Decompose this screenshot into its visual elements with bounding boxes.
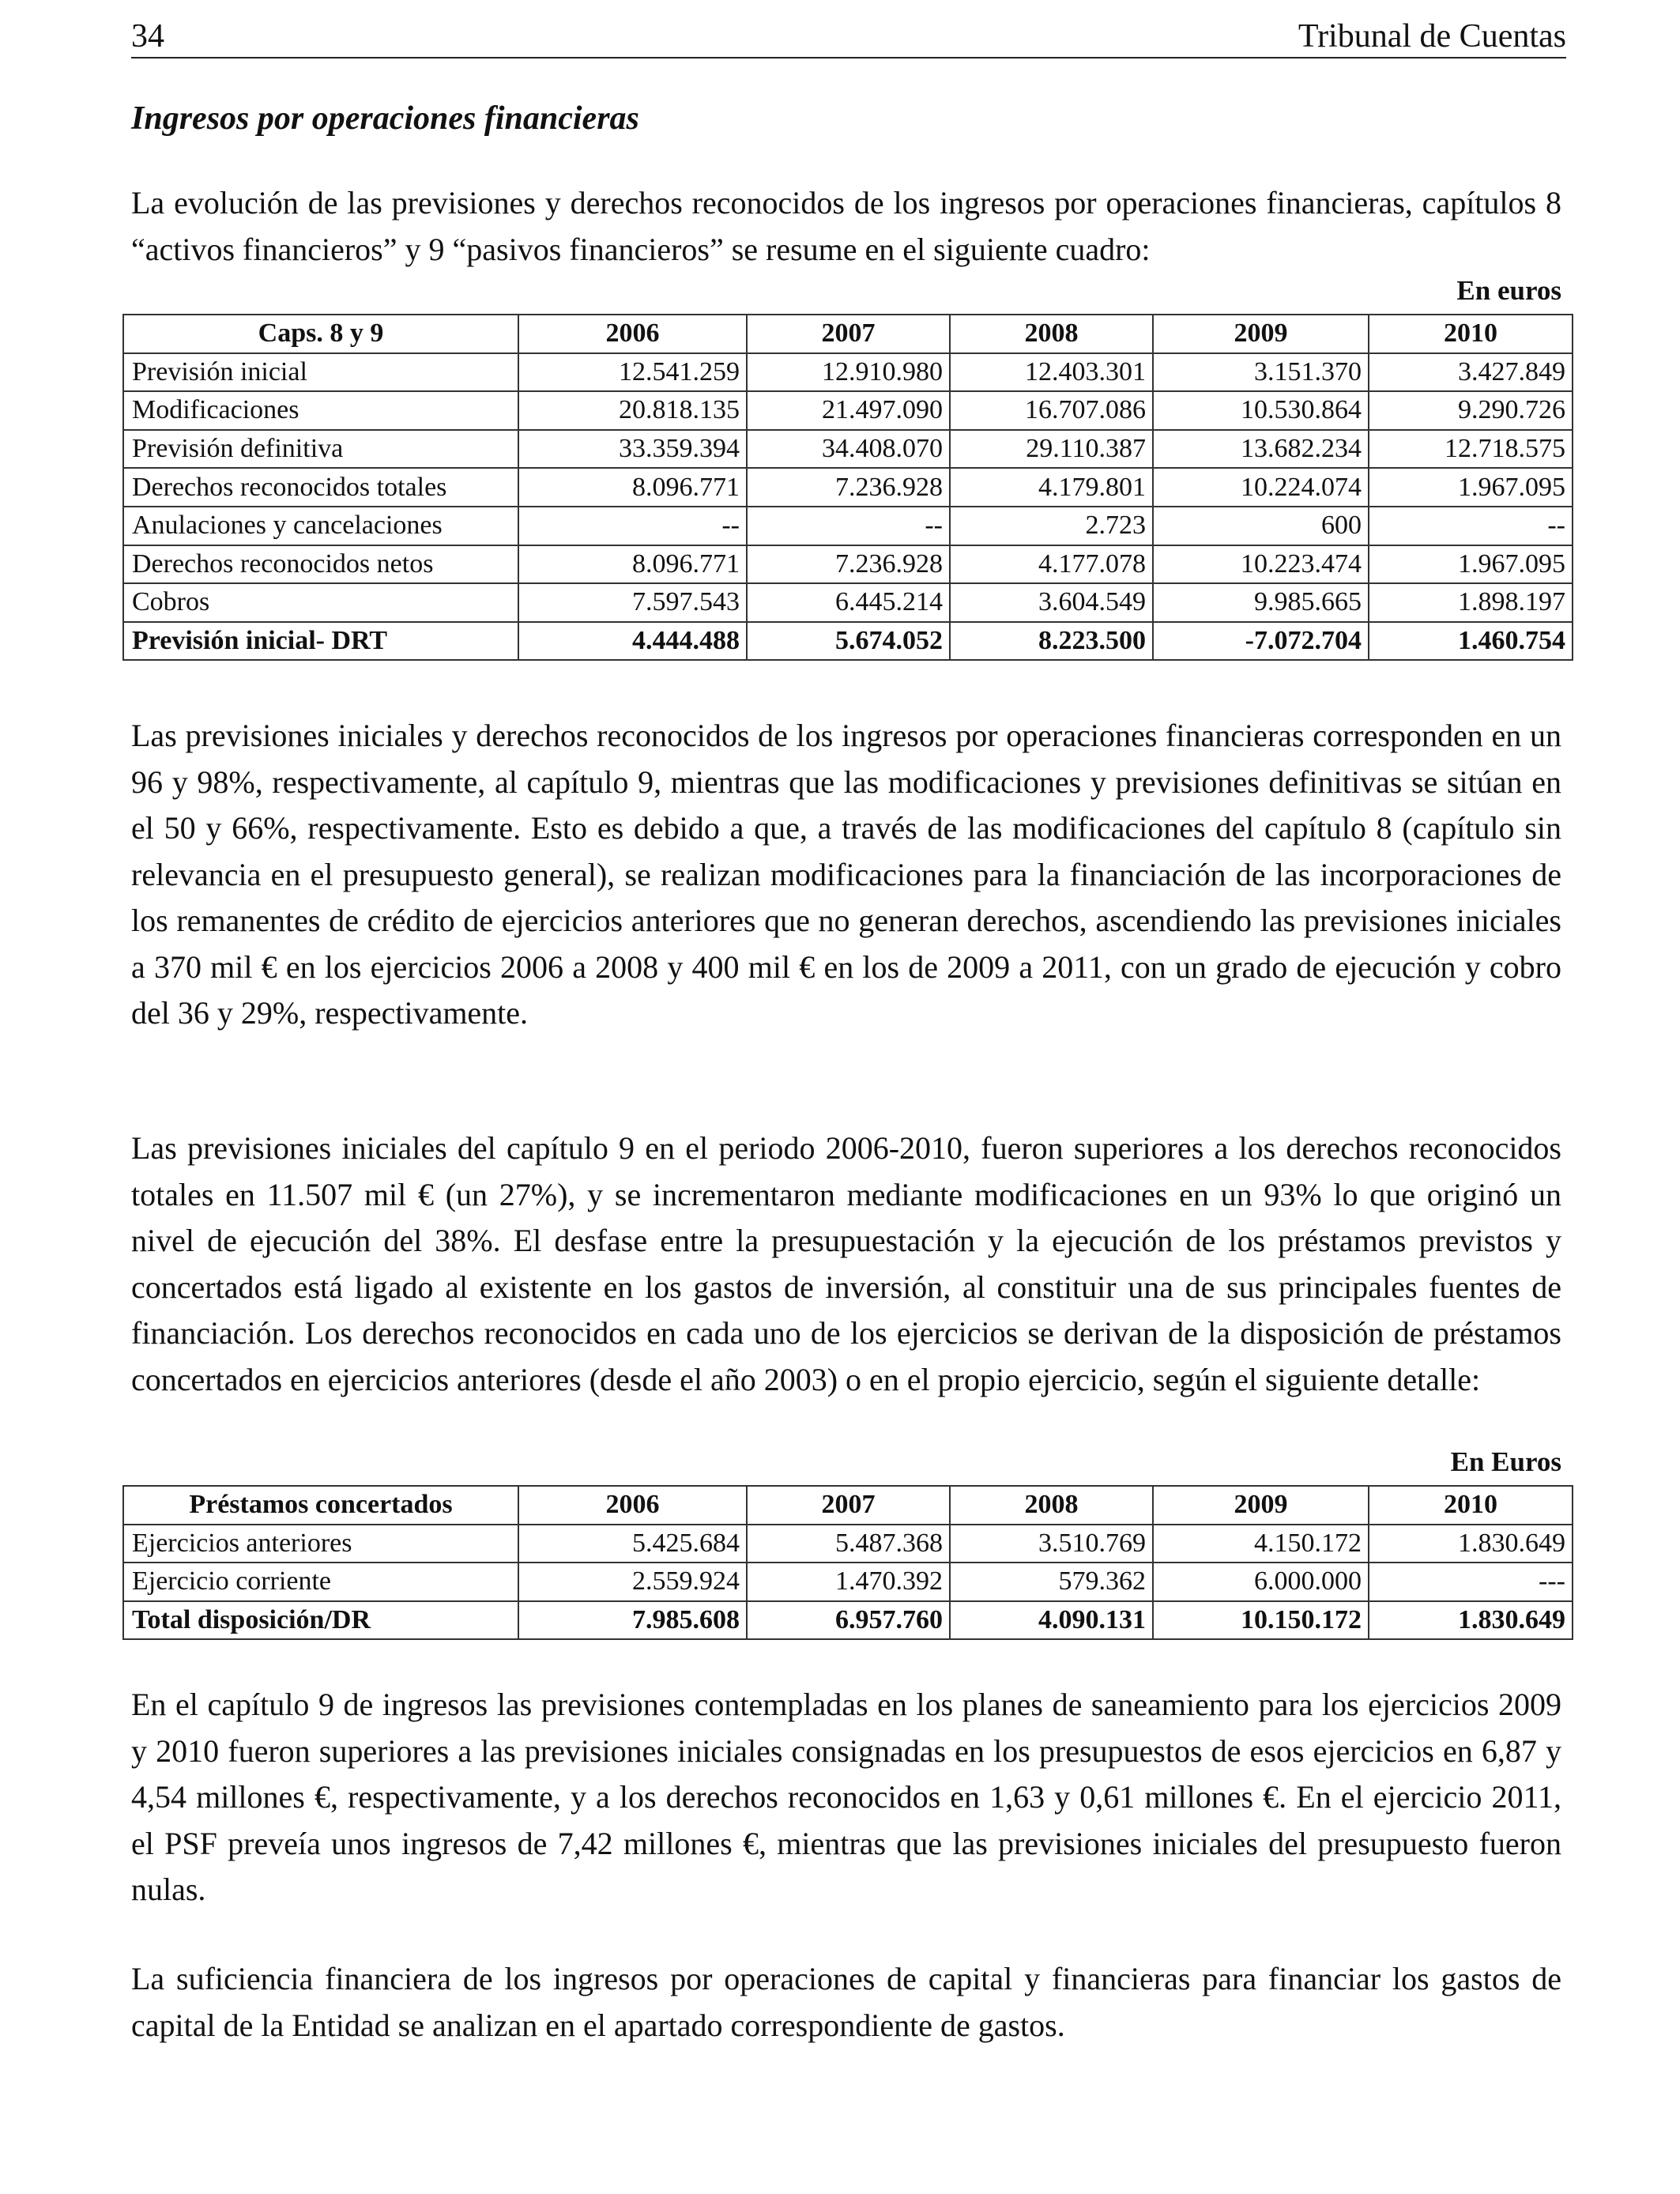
table2-unit-label: En Euros <box>1450 1446 1561 1477</box>
table-header-cell: Préstamos concertados <box>123 1486 518 1525</box>
table-cell: 9.985.665 <box>1153 583 1369 622</box>
table-cell: 8.223.500 <box>950 622 1153 661</box>
table-cell: 2.723 <box>950 507 1153 545</box>
table-loans <box>122 1485 1573 1640</box>
table-cell: 7.985.608 <box>518 1601 747 1640</box>
table-row <box>123 391 1573 430</box>
table-header-cell: 2008 <box>950 315 1153 353</box>
table-total-row <box>123 622 1573 661</box>
section-title: Ingresos por operaciones financieras <box>131 100 639 137</box>
table-cell: 1.470.392 <box>747 1563 950 1601</box>
table-cell: 1.830.649 <box>1369 1525 1573 1563</box>
table-cell: 12.541.259 <box>518 353 747 392</box>
table-cell: Derechos reconocidos netos <box>123 545 518 584</box>
table-cell: 10.224.074 <box>1153 468 1369 507</box>
table-cell: 1.967.095 <box>1369 468 1573 507</box>
table-cell: Modificaciones <box>123 391 518 430</box>
table-cell: 6.957.760 <box>747 1601 950 1640</box>
table-row <box>123 1525 1573 1563</box>
table-cell: 7.597.543 <box>518 583 747 622</box>
table-cell: 6.445.214 <box>747 583 950 622</box>
table-header-cell: 2008 <box>950 1486 1153 1525</box>
table-financial-operations <box>122 314 1573 661</box>
table-cell: 5.487.368 <box>747 1525 950 1563</box>
paragraph-4: En el capítulo 9 de ingresos las previsiones contempladas en los planes de saneamiento para los ejercicios 2009 y 2010 fueron superiores a las previsiones iniciales consignadas en los presupuestos de esos ejercicios en 6,87 y 4,54 millones €, respectivamente, y a los derechos reconocidos en 1,63 y 0,61 millones €. En el ejercicio 2011, el PSF preveía unos ingresos de 7,42 millones €, mientras que las previsiones iniciales del presupuesto fueron nulas. <box>131 1687 1561 1907</box>
table-cell: 9.290.726 <box>1369 391 1573 430</box>
table-row <box>123 430 1573 469</box>
table-cell: 1.460.754 <box>1369 622 1573 661</box>
table-cell: Ejercicios anteriores <box>123 1525 518 1563</box>
table-cell: 12.910.980 <box>747 353 950 392</box>
table-cell: 579.362 <box>950 1563 1153 1601</box>
table-cell: 2.559.924 <box>518 1563 747 1601</box>
table-cell: 1.967.095 <box>1369 545 1573 584</box>
table-cell: 4.179.801 <box>950 468 1153 507</box>
table-header-cell: 2007 <box>747 315 950 353</box>
table-cell: Derechos reconocidos totales <box>123 468 518 507</box>
paragraph-2: Las previsiones iniciales y derechos reconocidos de los ingresos por operaciones financieras corresponden en un 96 y 98%, respectivamente, al capítulo 9, mientras que las modificaciones y previsiones definitivas se sitúan en el 50 y 66%, respectivamente. Esto es debido a que, a través de las modificaciones del capítulo 8 (capítulo sin relevancia en el presupuesto general), se realizan modificaciones para la financiación de las incorporaciones de los remanentes de crédito de ejercicios anteriores que no generan derechos, ascendiendo las previsiones iniciales a 370 mil € en los ejercicios 2006 a 2008 y 400 mil € en los de 2009 a 2011, con un grado de ejecución y cobro del 36 y 29%, respectivamente. <box>131 718 1561 1031</box>
table-cell: Total disposición/DR <box>123 1601 518 1640</box>
table-header-cell: 2006 <box>518 1486 747 1525</box>
table-cell: 600 <box>1153 507 1369 545</box>
table-cell: 5.674.052 <box>747 622 950 661</box>
table-cell: Ejercicio corriente <box>123 1563 518 1601</box>
table-cell: 12.718.575 <box>1369 430 1573 469</box>
table-cell: 1.830.649 <box>1369 1601 1573 1640</box>
table-cell: 5.425.684 <box>518 1525 747 1563</box>
table-cell: 1.898.197 <box>1369 583 1573 622</box>
table-cell: 21.497.090 <box>747 391 950 430</box>
table-cell: -- <box>1369 507 1573 545</box>
table-header-row <box>123 315 1573 353</box>
table-cell: 12.403.301 <box>950 353 1153 392</box>
table-cell: 3.427.849 <box>1369 353 1573 392</box>
table-row <box>123 583 1573 622</box>
table-cell: 33.359.394 <box>518 430 747 469</box>
table-cell: 4.177.078 <box>950 545 1153 584</box>
table-header-cell: 2007 <box>747 1486 950 1525</box>
table-row <box>123 468 1573 507</box>
table-header-cell: Caps. 8 y 9 <box>123 315 518 353</box>
table-cell: Anulaciones y cancelaciones <box>123 507 518 545</box>
table-cell: 4.150.172 <box>1153 1525 1369 1563</box>
table-cell: 20.818.135 <box>518 391 747 430</box>
table-cell: 3.510.769 <box>950 1525 1153 1563</box>
table-cell: 7.236.928 <box>747 468 950 507</box>
table-cell: Cobros <box>123 583 518 622</box>
page-header <box>131 17 1566 58</box>
table-cell: 3.604.549 <box>950 583 1153 622</box>
table-header-cell: 2009 <box>1153 1486 1369 1525</box>
table-header-cell: 2010 <box>1369 1486 1573 1525</box>
table-cell: -7.072.704 <box>1153 622 1369 661</box>
table-header-row <box>123 1486 1573 1525</box>
table-row <box>123 545 1573 584</box>
table-row <box>123 1563 1573 1601</box>
table-header-cell: 2010 <box>1369 315 1573 353</box>
table-cell: 34.408.070 <box>747 430 950 469</box>
table-cell: 8.096.771 <box>518 545 747 584</box>
table-cell: 4.444.488 <box>518 622 747 661</box>
table-header-cell: 2006 <box>518 315 747 353</box>
table-row <box>123 507 1573 545</box>
table-cell: Previsión definitiva <box>123 430 518 469</box>
paragraph-3: Las previsiones iniciales del capítulo 9 en el periodo 2006-2010, fueron superiores a los derechos reconocidos totales en 11.507 mil € (un 27%), y se incrementaron mediante modificaciones en un 93% lo que originó un nivel de ejecución del 38%. El desfase entre la presupuestación y la ejecución de los préstamos previstos y concertados está ligado al existente en los gastos de inversión, al constituir una de sus principales fuentes de financiación. Los derechos reconocidos en cada uno de los ejercicios se derivan de la disposición de préstamos concertados en ejercicios anteriores (desde el año 2003) o en el propio ejercicio, según el siguiente detalle: <box>131 1130 1561 1397</box>
table-cell: --- <box>1369 1563 1573 1601</box>
paragraph-1: La evolución de las previsiones y derechos reconocidos de los ingresos por operaciones financieras, capítulos 8 “activos financieros” y 9 “pasivos financieros” se resume en el siguiente cuadro: <box>131 185 1561 267</box>
table1-unit-label: En euros <box>1456 275 1561 306</box>
table-total-row <box>123 1601 1573 1640</box>
header-title: Tribunal de Cuentas <box>1298 18 1566 55</box>
table-cell: 10.223.474 <box>1153 545 1369 584</box>
table-cell: 10.530.864 <box>1153 391 1369 430</box>
table-cell: 16.707.086 <box>950 391 1153 430</box>
table-cell: 29.110.387 <box>950 430 1153 469</box>
table-cell: -- <box>518 507 747 545</box>
table-cell: 10.150.172 <box>1153 1601 1369 1640</box>
table-cell: 4.090.131 <box>950 1601 1153 1640</box>
table-header-cell: 2009 <box>1153 315 1369 353</box>
table-cell: 13.682.234 <box>1153 430 1369 469</box>
table-cell: -- <box>747 507 950 545</box>
table-cell: 3.151.370 <box>1153 353 1369 392</box>
table-cell: Previsión inicial <box>123 353 518 392</box>
paragraph-5: La suficiencia financiera de los ingresos por operaciones de capital y financieras para financiar los gastos de capital de la Entidad se analizan en el apartado correspondiente de gastos. <box>131 1961 1561 2043</box>
table-cell: Previsión inicial- DRT <box>123 622 518 661</box>
table-cell: 8.096.771 <box>518 468 747 507</box>
table-cell: 6.000.000 <box>1153 1563 1369 1601</box>
page-number: 34 <box>131 18 164 55</box>
table-row <box>123 353 1573 392</box>
table-cell: 7.236.928 <box>747 545 950 584</box>
